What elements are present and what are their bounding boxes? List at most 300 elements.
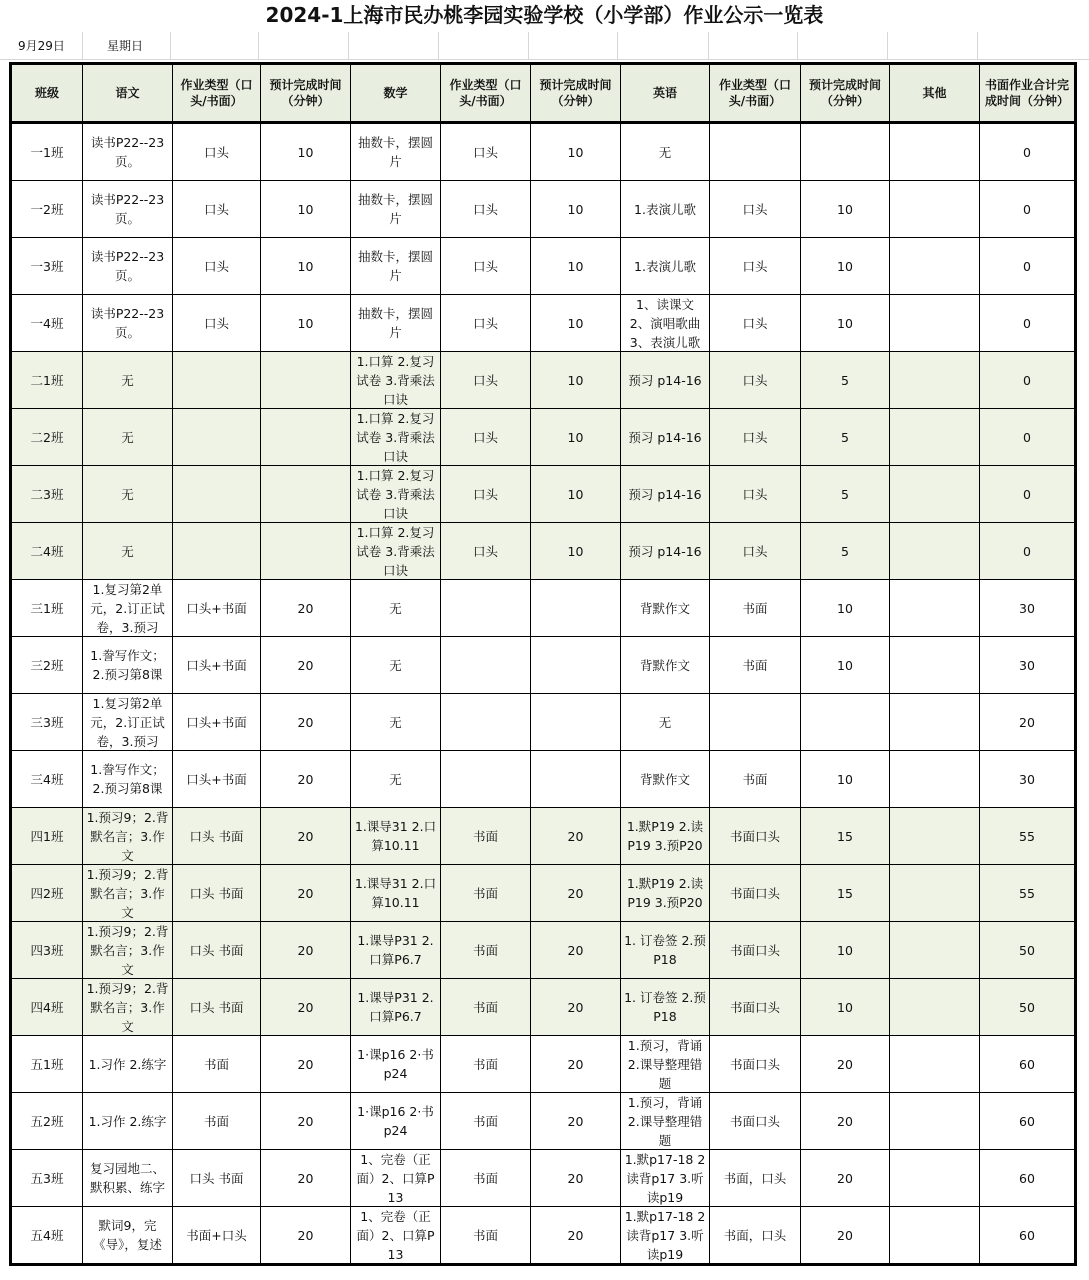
header-math-time: 预计完成时间（分钟） [531,64,621,123]
english-cell [621,694,710,751]
chinese-time-cell [261,1036,351,1093]
math-time-cell-text: 20 [567,1227,584,1243]
math-type-cell [441,466,531,523]
english-time-cell-text: 20 [837,1056,853,1072]
english-type-cell [710,751,801,808]
divider [708,32,709,60]
total-time-cell [980,865,1076,922]
class-cell [11,295,83,352]
table-row [11,409,1076,466]
math-cell [351,865,441,922]
math-time-cell [531,580,621,637]
english-cell [621,922,710,979]
chinese-type-cell-text: 书面+口头 [186,1227,247,1243]
english-cell-text: 1.预习，背诵 2.课导整理错题 [627,1095,703,1148]
divider [170,32,171,60]
header-other: 其他 [890,64,980,123]
chinese-type-cell-text: 口头 书面 [189,999,244,1015]
other-cell [890,580,980,637]
chinese-type-cell-text: 口头+书面 [186,771,247,787]
meta-bar [0,32,1089,60]
class-cell-text: 五1班 [30,1056,64,1072]
english-cell-text: 1.默p17-18 2读背p17 3.听读p19 [624,1209,706,1262]
total-time-cell [980,580,1076,637]
english-type-cell-text: 书面口头 [729,942,780,958]
english-cell [621,1036,710,1093]
math-time-cell-text: 10 [567,543,584,559]
chinese-type-cell [173,1207,261,1265]
class-cell-text: 二3班 [30,486,64,502]
class-cell-text: 二2班 [30,429,64,445]
class-cell [11,979,83,1036]
chinese-time-cell-text: 20 [297,999,314,1015]
math-time-cell [531,637,621,694]
chinese-type-cell [173,637,261,694]
class-cell-text: 一4班 [30,315,64,331]
math-type-cell-text: 口头 [472,144,498,160]
total-time-cell-text: 0 [1023,144,1031,160]
math-cell [351,637,441,694]
total-time-cell [980,1036,1076,1093]
table-row [11,1150,1076,1207]
english-time-cell [801,181,890,238]
english-type-cell [710,979,801,1036]
chinese-cell [83,1207,173,1265]
math-cell-text: 1.课导31 2.口算10.11 [354,876,437,910]
english-cell-text: 1.表演儿歌 [634,201,696,217]
other-cell [890,865,980,922]
math-time-cell-text: 20 [567,1170,584,1186]
total-time-cell-text: 50 [1019,999,1035,1015]
total-time-cell [980,238,1076,295]
math-cell-text: 抽数卡，摆圆片 [357,249,433,283]
total-time-cell-text: 0 [1023,201,1031,217]
chinese-type-cell [173,808,261,865]
english-time-cell [801,352,890,409]
total-time-cell [980,352,1076,409]
math-type-cell [441,523,531,580]
english-type-cell [710,694,801,751]
chinese-time-cell-text: 20 [297,771,314,787]
other-cell [890,979,980,1036]
chinese-type-cell [173,1150,261,1207]
class-cell-text: 五4班 [30,1227,64,1243]
english-cell-text: 背默作文 [639,600,690,616]
english-cell-text: 1、读课文 2、演唱歌曲 3、表演儿歌 [629,297,701,350]
english-type-cell-text: 书面口头 [729,885,780,901]
math-cell-text: 抽数卡，摆圆片 [357,135,433,169]
math-cell [351,808,441,865]
total-time-cell-text: 30 [1019,600,1035,616]
chinese-type-cell [173,409,261,466]
english-time-cell [801,1093,890,1150]
english-type-cell-text: 书面口头 [729,999,780,1015]
english-time-cell [801,238,890,295]
chinese-time-cell-text: 10 [297,258,314,274]
math-type-cell [441,865,531,922]
header-class: 班级 [11,64,83,123]
english-time-cell [801,808,890,865]
chinese-time-cell-text: 20 [297,600,314,616]
english-type-cell [710,181,801,238]
math-type-cell-text: 口头 [472,486,498,502]
math-cell-text: 无 [389,657,402,673]
math-time-cell [531,352,621,409]
class-cell [11,409,83,466]
math-type-cell [441,979,531,1036]
chinese-cell [83,694,173,751]
chinese-cell-text: 1.复习第2单元，2.订正试卷，3.预习 [90,696,165,749]
english-cell-text: 无 [658,144,672,160]
chinese-cell [83,751,173,808]
divider [797,32,798,60]
other-cell [890,466,980,523]
math-time-cell [531,523,621,580]
chinese-cell [83,409,173,466]
english-type-cell [710,466,801,523]
math-type-cell [441,352,531,409]
table-row [11,352,1076,409]
english-time-cell-text: 5 [841,372,849,388]
table-row [11,238,1076,295]
math-time-cell-text: 20 [567,828,584,844]
chinese-time-cell [261,238,351,295]
math-time-cell [531,1207,621,1265]
english-type-cell-text: 书面口头 [729,828,780,844]
total-time-cell [980,295,1076,352]
chinese-time-cell [261,1093,351,1150]
english-cell-text: 预习 p14-16 [628,429,702,445]
table-row [11,637,1076,694]
total-time-cell [980,922,1076,979]
english-type-cell-text: 口头 [742,201,768,217]
class-cell [11,123,83,181]
math-type-cell [441,1207,531,1265]
class-cell [11,922,83,979]
chinese-cell [83,523,173,580]
weekday-label: 星期日 [107,39,144,53]
header-math-type: 作业类型（口头/书面） [441,64,531,123]
total-time-cell-text: 50 [1019,942,1035,958]
class-cell [11,580,83,637]
chinese-cell-text: 1.誊写作文；2.预习第8课 [90,762,165,796]
chinese-time-cell-text: 10 [297,201,314,217]
class-cell-text: 二1班 [30,372,64,388]
math-time-cell [531,751,621,808]
math-time-cell [531,865,621,922]
chinese-cell-text: 1.预习9；2.背默名言；3.作文 [86,810,169,863]
header-row [11,64,1076,123]
total-time-cell [980,523,1076,580]
chinese-cell [83,1150,173,1207]
total-time-cell-text: 0 [1023,429,1031,445]
chinese-type-cell [173,181,261,238]
math-time-cell-text: 20 [567,942,584,958]
header-math: 数学 [351,64,441,123]
table-row [11,694,1076,751]
english-cell-text: 1.预习，背诵 2.课导整理错题 [627,1038,703,1091]
total-time-cell [980,694,1076,751]
total-time-cell [980,979,1076,1036]
chinese-cell-text: 1.习作 2.练字 [88,1056,167,1072]
divider [977,32,978,60]
english-time-cell [801,1207,890,1265]
other-cell [890,352,980,409]
class-cell-text: 三2班 [30,657,64,673]
chinese-type-cell [173,1093,261,1150]
english-time-cell-text: 5 [841,543,849,559]
chinese-type-cell-text: 书面 [203,1056,229,1072]
english-time-cell-text: 5 [841,429,849,445]
english-type-cell-text: 书面，口头 [723,1227,787,1243]
math-time-cell [531,1093,621,1150]
chinese-time-cell-text: 20 [297,1113,314,1129]
chinese-cell [83,181,173,238]
chinese-time-cell [261,637,351,694]
class-cell [11,523,83,580]
chinese-cell-text: 无 [121,486,134,502]
math-type-cell [441,1093,531,1150]
math-cell-text: 1·课p16 2·书p24 [357,1047,434,1081]
class-cell-text: 三3班 [30,714,64,730]
class-cell-text: 一1班 [30,144,64,160]
other-cell [890,1207,980,1265]
math-cell-text: 抽数卡，摆圆片 [357,192,433,226]
class-cell [11,181,83,238]
english-type-cell-text: 口头 [742,543,768,559]
english-time-cell-text: 10 [837,657,853,673]
math-cell-text: 抽数卡，摆圆片 [357,306,433,340]
math-cell-text: 1、完卷（正面）2、口算P13 [356,1152,435,1205]
table-row [11,922,1076,979]
chinese-type-cell-text: 口头+书面 [186,657,247,673]
math-time-cell-text: 10 [567,315,584,331]
divider [887,32,888,60]
math-time-cell-text: 20 [567,1113,584,1129]
table-row [11,865,1076,922]
math-time-cell [531,238,621,295]
chinese-type-cell [173,1036,261,1093]
english-type-cell [710,637,801,694]
table-row [11,123,1076,181]
chinese-cell [83,238,173,295]
chinese-type-cell [173,352,261,409]
english-cell [621,637,710,694]
english-type-cell [710,808,801,865]
english-type-cell-text: 书面口头 [729,1113,780,1129]
chinese-type-cell [173,523,261,580]
math-time-cell [531,694,621,751]
math-time-cell [531,979,621,1036]
class-cell-text: 三4班 [30,771,64,787]
total-time-cell-text: 0 [1023,486,1031,502]
math-cell [351,409,441,466]
class-cell-text: 四4班 [30,999,64,1015]
math-type-cell-text: 书面 [472,1227,498,1243]
math-cell-text: 无 [389,771,402,787]
english-type-cell [710,922,801,979]
chinese-cell-text: 1.预习9；2.背默名言；3.作文 [86,924,169,977]
english-time-cell [801,751,890,808]
chinese-cell-text: 无 [121,429,134,445]
total-time-cell-text: 20 [1019,714,1035,730]
class-cell-text: 一2班 [30,201,64,217]
total-time-cell [980,409,1076,466]
class-cell [11,637,83,694]
math-type-cell [441,409,531,466]
english-type-cell-text: 口头 [742,315,768,331]
total-time-cell [980,181,1076,238]
total-time-cell [980,808,1076,865]
total-time-cell [980,123,1076,181]
total-time-cell-text: 55 [1019,828,1035,844]
math-type-cell [441,295,531,352]
header-english-type: 作业类型（口头/书面） [710,64,801,123]
divider [348,32,349,60]
table-row [11,466,1076,523]
english-time-cell-text: 10 [837,942,853,958]
total-time-cell [980,637,1076,694]
class-cell [11,865,83,922]
chinese-type-cell [173,123,261,181]
english-type-cell [710,295,801,352]
other-cell [890,637,980,694]
chinese-time-cell [261,751,351,808]
english-type-cell [710,1207,801,1265]
class-cell-text: 五3班 [30,1170,64,1186]
chinese-cell-text: 读书P22--23页。 [90,135,165,169]
english-time-cell [801,580,890,637]
math-time-cell [531,123,621,181]
math-time-cell [531,181,621,238]
chinese-time-cell-text: 20 [297,1056,314,1072]
english-cell [621,409,710,466]
english-cell [621,1093,710,1150]
chinese-time-cell [261,409,351,466]
header-english-time: 预计完成时间（分钟） [801,64,890,123]
math-time-cell [531,295,621,352]
class-cell-text: 四1班 [30,828,64,844]
chinese-cell [83,808,173,865]
english-cell-text: 1.默p17-18 2读背p17 3.听读p19 [624,1152,706,1205]
english-time-cell-text: 5 [841,486,849,502]
chinese-cell [83,1036,173,1093]
english-type-cell [710,580,801,637]
chinese-cell [83,352,173,409]
chinese-cell [83,1093,173,1150]
chinese-type-cell [173,466,261,523]
chinese-time-cell [261,808,351,865]
class-cell-text: 四2班 [30,885,64,901]
english-type-cell [710,1036,801,1093]
math-time-cell [531,1036,621,1093]
total-time-cell [980,1207,1076,1265]
math-cell [351,751,441,808]
table-row [11,1093,1076,1150]
math-cell [351,181,441,238]
math-type-cell-text: 口头 [472,543,498,559]
chinese-time-cell [261,295,351,352]
table-row [11,181,1076,238]
chinese-cell-text: 读书P22--23页。 [90,249,165,283]
class-cell [11,238,83,295]
chinese-time-cell [261,1207,351,1265]
page-title: 2024-1上海市民办桃李园实验学校（小学部）作业公示一览表 [265,3,824,27]
english-type-cell [710,1150,801,1207]
divider [258,32,259,60]
chinese-type-cell-text: 口头+书面 [186,714,247,730]
math-type-cell-text: 口头 [472,201,498,217]
math-cell [351,295,441,352]
chinese-type-cell-text: 口头+书面 [186,600,247,616]
chinese-type-cell [173,694,261,751]
other-cell [890,295,980,352]
english-cell-text: 1.表演儿歌 [634,258,696,274]
math-time-cell-text: 10 [567,144,584,160]
other-cell [890,751,980,808]
chinese-type-cell [173,580,261,637]
chinese-cell [83,922,173,979]
other-cell [890,523,980,580]
english-time-cell [801,637,890,694]
english-type-cell [710,238,801,295]
math-type-cell-text: 书面 [472,1170,498,1186]
english-cell [621,580,710,637]
math-cell [351,694,441,751]
chinese-cell-text: 复习园地二、默积累、练字 [89,1161,165,1195]
class-cell-text: 二4班 [30,543,64,559]
chinese-type-cell-text: 口头 书面 [189,1170,244,1186]
math-type-cell-text: 书面 [472,1113,498,1129]
math-cell [351,523,441,580]
chinese-type-cell [173,865,261,922]
total-time-cell [980,1093,1076,1150]
math-cell-text: 1.课导P31 2.口算P6.7 [357,933,434,967]
table-row [11,1207,1076,1265]
chinese-type-cell [173,922,261,979]
math-type-cell-text: 口头 [472,372,498,388]
math-type-cell-text: 口头 [472,315,498,331]
total-time-cell-text: 0 [1023,315,1031,331]
chinese-type-cell-text: 口头 [203,201,229,217]
divider [438,32,439,60]
chinese-cell-text: 1.复习第2单元，2.订正试卷，3.预习 [90,582,165,635]
english-time-cell [801,466,890,523]
math-type-cell [441,922,531,979]
math-cell-text: 1.口算 2.复习试卷 3.背乘法口诀 [356,468,435,521]
math-time-cell-text: 10 [567,201,584,217]
math-type-cell [441,181,531,238]
chinese-time-cell-text: 10 [297,315,314,331]
math-time-cell-text: 10 [567,429,584,445]
other-cell [890,694,980,751]
english-cell-text: 预习 p14-16 [628,486,702,502]
math-time-cell [531,466,621,523]
chinese-cell-text: 读书P22--23页。 [90,306,165,340]
english-time-cell [801,922,890,979]
table-row [11,580,1076,637]
total-time-cell-text: 30 [1019,657,1035,673]
english-cell-text: 预习 p14-16 [628,543,702,559]
chinese-time-cell-text: 20 [297,828,314,844]
math-time-cell [531,808,621,865]
english-cell [621,181,710,238]
total-time-cell-text: 60 [1019,1170,1035,1186]
chinese-time-cell-text: 20 [297,714,314,730]
english-type-cell-text: 书面 [742,600,768,616]
total-time-cell-text: 0 [1023,543,1031,559]
english-time-cell [801,1036,890,1093]
